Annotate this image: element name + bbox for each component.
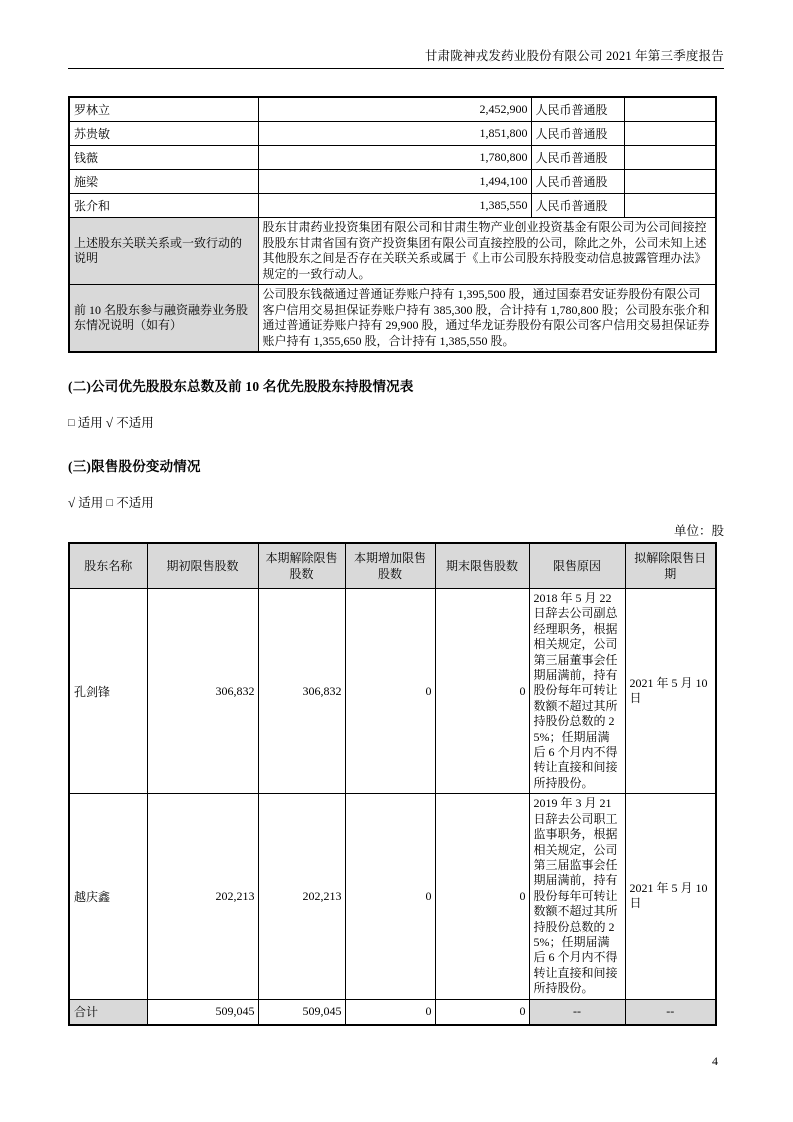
- total-added: 0: [345, 999, 435, 1025]
- section-heading-restricted-shares: (三)限售股份变动情况: [68, 459, 201, 474]
- restriction-reason: 2019 年 3 月 21 日辞去公司职工监事职务，根据相关规定，公司第三届监事会任期届满前，持有股份每年可转让数额不超过其所持股份总数的 25%；任期届满后 6 个月内不得转让直接和间接所持股份。: [529, 794, 625, 999]
- top-shareholders-table: [68, 96, 717, 353]
- total-begin-restricted: 509,045: [147, 999, 258, 1025]
- shares-held: 1,780,800: [258, 146, 531, 170]
- end-restricted-shares: 0: [435, 794, 529, 999]
- check-mark-icon: √: [105, 415, 114, 430]
- empty-cell: [624, 146, 716, 170]
- check-mark-icon: √: [68, 495, 76, 510]
- col-header-release-date: 拟解除限售日期: [625, 543, 716, 589]
- unit-label: 单位：股: [673, 524, 724, 538]
- col-header-end-restricted: 期末限售股数: [435, 543, 529, 589]
- share-type: 人民币普通股: [531, 122, 624, 146]
- relation-statement-label: 上述股东关联关系或一致行动的说明: [69, 218, 258, 285]
- table-row: [69, 122, 716, 146]
- planned-release-date: 2021 年 5 月 10 日: [625, 589, 716, 794]
- shareholder-name: 孔剑锋: [69, 589, 147, 794]
- share-type: 人民币普通股: [531, 170, 624, 194]
- checkbox-unchecked-icon: □: [106, 497, 114, 509]
- applicable-label: 适用: [78, 496, 104, 510]
- share-type: 人民币普通股: [531, 194, 624, 218]
- checkbox-unchecked-icon: □: [68, 417, 75, 429]
- added-shares: 0: [345, 794, 435, 999]
- added-shares: 0: [345, 589, 435, 794]
- col-header-reason: 限售原因: [529, 543, 625, 589]
- total-label: 合计: [69, 999, 147, 1025]
- table-row: [69, 794, 716, 999]
- header-row: [69, 543, 716, 589]
- total-end-restricted: 0: [435, 999, 529, 1025]
- total-released: 509,045: [258, 999, 345, 1025]
- share-type: 人民币普通股: [531, 146, 624, 170]
- restriction-reason: 2018 年 5 月 22 日辞去公司副总经理职务，根据相关规定，公司第三届董事会任期届满前，持有股份每年可转让数额不超过其所持股份总数的 25%；任期届满后 6 个月内不得转让直接和间接所持股份。: [529, 589, 625, 794]
- not-applicable-label: 不适用: [116, 496, 154, 510]
- released-shares: 306,832: [258, 589, 345, 794]
- table-row: [69, 97, 716, 122]
- empty-cell: [624, 170, 716, 194]
- col-header-begin-restricted: 期初限售股数: [147, 543, 258, 589]
- margin-trading-label: 前 10 名股东参与融资融券业务股东情况说明（如有）: [69, 285, 258, 353]
- begin-restricted-shares: 202,213: [147, 794, 258, 999]
- applicability-line-restricted: [68, 493, 724, 511]
- relation-statement-content: 股东甘肃药业投资集团有限公司和甘肃生物产业创业投资基金有限公司为公司间接控股股东甘肃省国有资产投资集团有限公司直接控股的公司，除此之外，公司未知上述其他股东之间是否存在关联关系或属于《上市公司股东持股变动信息披露管理办法》规定的一致行动人。: [258, 218, 716, 285]
- relation-statement-row: [69, 218, 716, 285]
- page-header: [68, 46, 724, 69]
- total-reason-placeholder: --: [529, 999, 625, 1025]
- table-row: [69, 170, 716, 194]
- total-row: [69, 999, 716, 1025]
- empty-cell: [624, 122, 716, 146]
- shares-held: 1,851,800: [258, 122, 531, 146]
- shareholder-name: 罗林立: [69, 97, 258, 122]
- section-heading-preferred-shares: (二)公司优先股股东总数及前 10 名优先股股东持股情况表: [68, 379, 414, 394]
- restricted-shares-table: [68, 542, 717, 1026]
- empty-cell: [624, 97, 716, 122]
- not-applicable-label: 不适用: [116, 416, 154, 430]
- col-header-released: 本期解除限售股数: [258, 543, 345, 589]
- margin-trading-content: 公司股东钱薇通过普通证券账户持有 1,395,500 股，通过国泰君安证券股份有限公司客户信用交易担保证券账户持有 385,300 股，合计持有 1,780,800 股；公司股东张介和通过普通证券账户持有 29,900 股，通过华龙证券股份有限公司客户信用交易担保证券账户持有 1,355,650 股，合计持有 1,385,550 股。: [258, 285, 716, 353]
- shareholder-name: 施梁: [69, 170, 258, 194]
- table-row: [69, 589, 716, 794]
- margin-trading-row: [69, 285, 716, 353]
- share-type: 人民币普通股: [531, 97, 624, 122]
- col-header-added: 本期增加限售股数: [345, 543, 435, 589]
- released-shares: 202,213: [258, 794, 345, 999]
- shareholder-name: 苏贵敏: [69, 122, 258, 146]
- planned-release-date: 2021 年 5 月 10 日: [625, 794, 716, 999]
- shareholder-name: 钱薇: [69, 146, 258, 170]
- empty-cell: [624, 194, 716, 218]
- applicable-label: 适用: [77, 416, 103, 430]
- report-title: 甘肃陇神戎发药业股份有限公司 2021 年第三季度报告: [424, 49, 724, 63]
- begin-restricted-shares: 306,832: [147, 589, 258, 794]
- table-row: [69, 194, 716, 218]
- applicability-line-preferred: [68, 413, 724, 431]
- shareholder-name: 张介和: [69, 194, 258, 218]
- shareholder-name: 越庆鑫: [69, 794, 147, 999]
- shares-held: 1,385,550: [258, 194, 531, 218]
- shares-held: 1,494,100: [258, 170, 531, 194]
- total-date-placeholder: --: [625, 999, 716, 1025]
- end-restricted-shares: 0: [435, 589, 529, 794]
- col-header-shareholder-name: 股东名称: [69, 543, 147, 589]
- page-number: 4: [712, 1054, 718, 1068]
- shares-held: 2,452,900: [258, 97, 531, 122]
- table-row: [69, 146, 716, 170]
